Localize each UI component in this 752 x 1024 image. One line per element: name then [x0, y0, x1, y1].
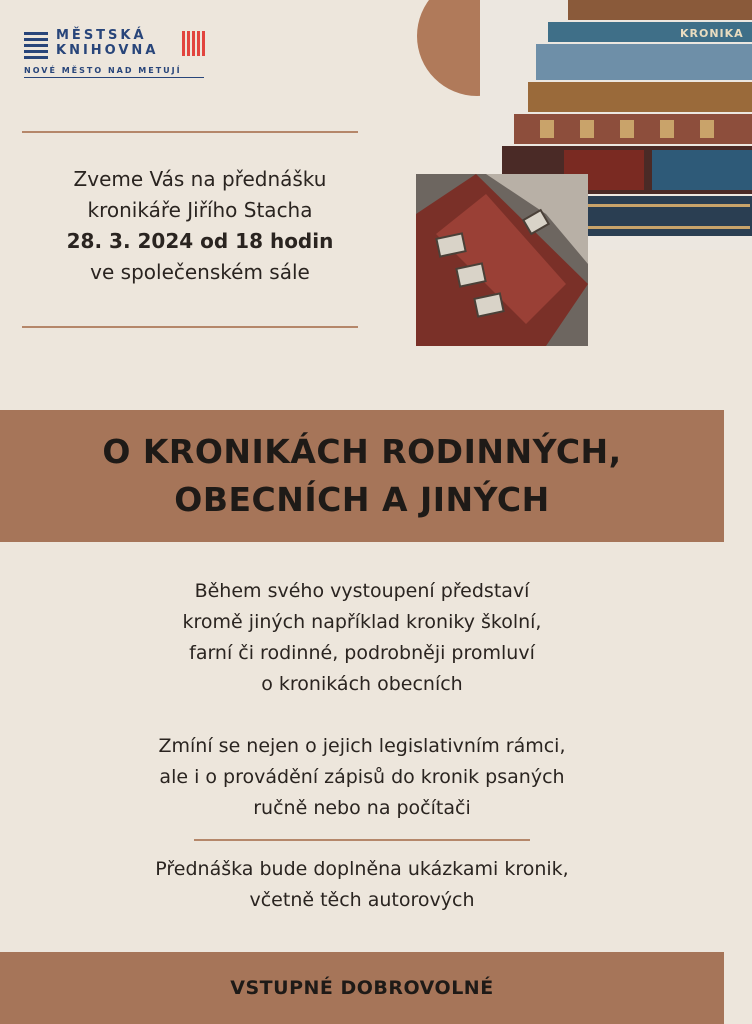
logo-subtitle: NOVÉ MĚSTO NAD METUJÍ: [24, 66, 182, 75]
description-line: Během svého vystoupení představí: [194, 580, 530, 602]
invitation-venue: ve společenském sále: [90, 260, 310, 284]
logo-red-bars-icon: [182, 31, 207, 60]
library-logo: [24, 28, 208, 82]
invitation-line: Zveme Vás na přednášku: [73, 167, 327, 191]
description-line: o kronikách obecních: [261, 673, 463, 695]
event-date-time: 28. 3. 2024 od 18 hodin: [66, 229, 334, 253]
description-divider: [194, 839, 530, 841]
description-line: farní či rodinné, podrobněji promluví: [189, 642, 535, 664]
description-line: ručně nebo na počítači: [253, 797, 471, 819]
description-line: kromě jiných například kroniky školní,: [182, 611, 542, 633]
logo-underline: [24, 77, 204, 78]
description-line: Přednáška bude doplněna ukázkami kronik,: [155, 858, 569, 880]
event-title-line2: OBECNÍCH A JINÝCH: [174, 480, 550, 519]
invitation-line: kronikáře Jiřího Stacha: [87, 198, 313, 222]
invitation-block: [22, 164, 378, 288]
book-spine-label: KRONIKA: [680, 27, 744, 40]
logo-name-line1: MĚSTSKÁ: [56, 28, 147, 43]
admission-label: VSTUPNÉ DOBROVOLNÉ: [230, 977, 494, 999]
logo-name-line2: KNIHOVNA: [56, 43, 159, 58]
invite-divider: [22, 326, 358, 328]
description-line: ale i o provádění zápisů do kronik psaných: [159, 766, 565, 788]
open-chronicle-photo: [416, 174, 588, 346]
description-line: včetně těch autorových: [249, 889, 475, 911]
title-band: [0, 410, 724, 542]
description-line: Zmíní se nejen o jejich legislativním rámci,: [158, 735, 566, 757]
admission-band: [0, 952, 724, 1024]
top-divider: [22, 131, 358, 133]
description-paragraph-3: [0, 854, 724, 916]
logo-stripes-icon: [24, 32, 48, 62]
description-paragraph-1: [0, 576, 724, 700]
description-paragraph-2: [0, 731, 724, 824]
event-title-line1: O KRONIKÁCH RODINNÝCH,: [102, 432, 622, 471]
